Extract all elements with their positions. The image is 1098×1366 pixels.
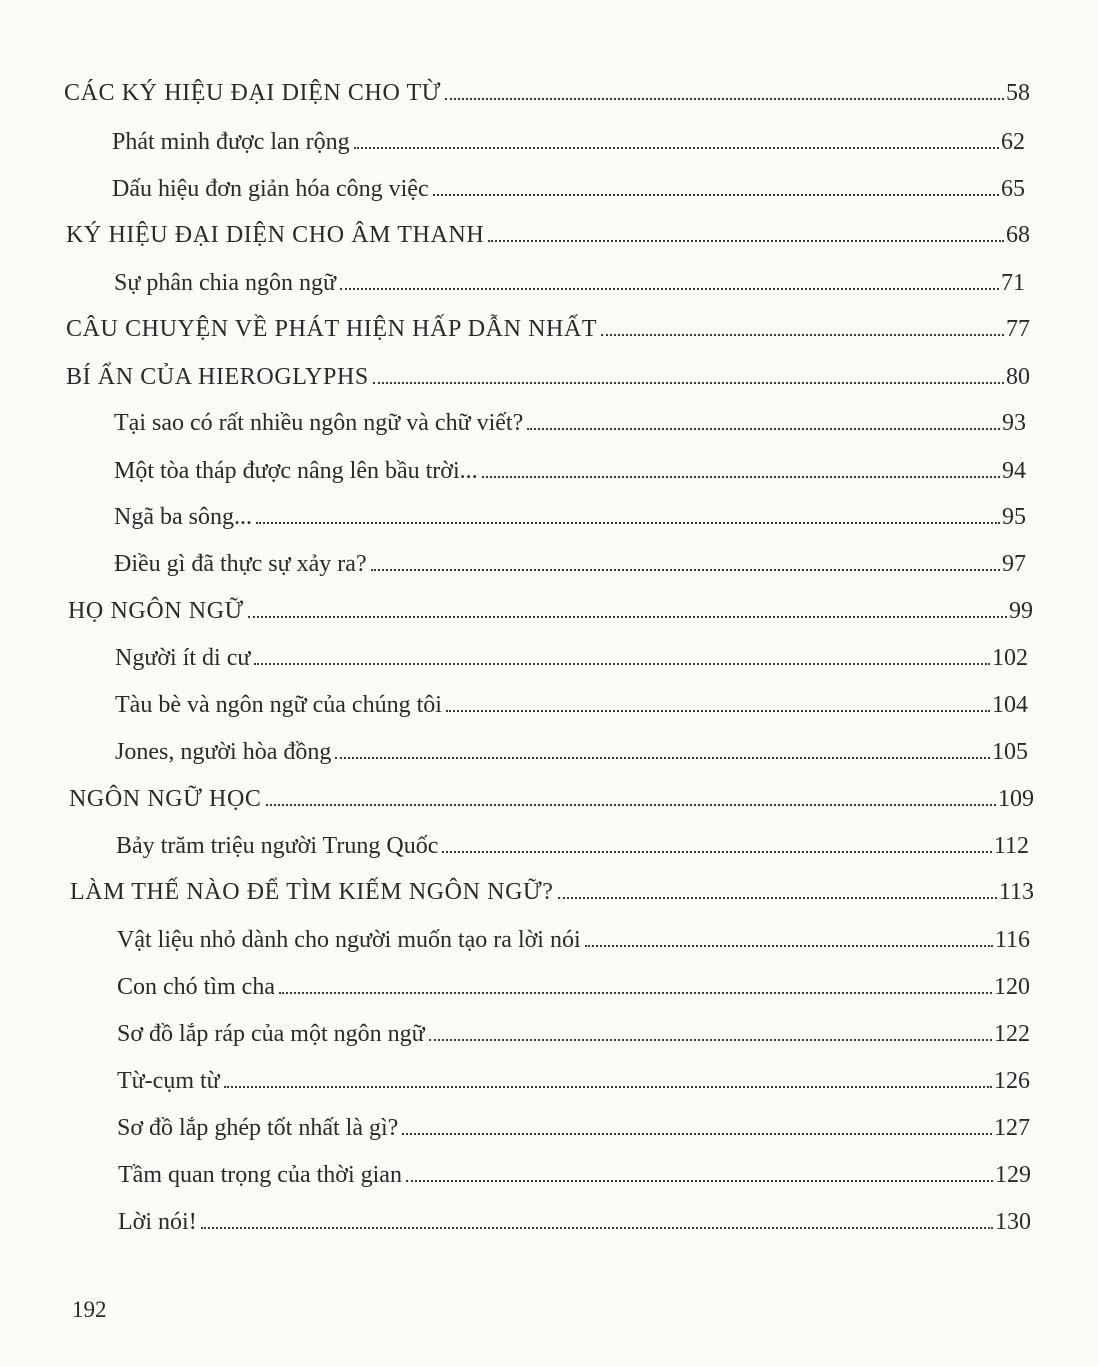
dot-leader: [371, 569, 1000, 571]
toc-entry: [114, 456, 1026, 486]
dot-leader: [482, 476, 1000, 478]
toc-entry-title: Lời nói!: [118, 1209, 197, 1235]
toc-entry-page: 62: [1001, 129, 1025, 155]
toc-entry-title: Con chó tìm cha: [117, 974, 275, 1000]
toc-entry: [114, 268, 1025, 298]
toc-entry: [69, 784, 1034, 814]
dot-leader: [558, 897, 997, 899]
toc-entry-title: LÀM THẾ NÀO ĐỂ TÌM KIẾM NGÔN NGỮ?: [70, 879, 554, 905]
toc-entry-title: Bảy trăm triệu người Trung Quốc: [116, 833, 439, 859]
toc-entry-title: Vật liệu nhỏ dành cho người muốn tạo ra lời nói: [117, 927, 581, 953]
toc-entry: [70, 877, 1034, 907]
toc-entry-page: 80: [1006, 364, 1030, 390]
toc-entry-title: Điều gì đã thực sự xảy ra?: [114, 551, 367, 577]
toc-entry-page: 116: [994, 927, 1030, 953]
toc-entry: [118, 1160, 1031, 1190]
dot-leader: [601, 334, 1004, 336]
toc-entry-page: 65: [1001, 176, 1025, 202]
toc-entry-title: Một tòa tháp được nâng lên bầu trời...: [114, 458, 478, 484]
toc-entry: [117, 1066, 1030, 1096]
dot-leader: [373, 382, 1004, 384]
toc-entry-page: 68: [1006, 222, 1030, 248]
toc-entry-title: Ngã ba sông...: [114, 504, 252, 530]
dot-leader: [266, 804, 997, 806]
toc-entry: [66, 362, 1030, 392]
toc-entry-title: CÁC KÝ HIỆU ĐẠI DIỆN CHO TỪ: [64, 80, 442, 106]
toc-entry-title: Sự phân chia ngôn ngữ: [114, 270, 336, 296]
toc-entry: [112, 174, 1025, 204]
dot-leader: [248, 616, 1007, 618]
toc-entry-title: BÍ ẨN CỦA HIEROGLYPHS: [66, 364, 369, 390]
dot-leader: [201, 1227, 993, 1229]
toc-entry-title: NGÔN NGỮ HỌC: [69, 786, 262, 812]
toc-entry-page: 99: [1009, 598, 1033, 624]
toc-entry-page: 105: [992, 739, 1028, 765]
toc-entry-page: 58: [1006, 80, 1030, 106]
dot-leader: [429, 1039, 992, 1041]
dot-leader: [254, 663, 990, 665]
toc-entry: [114, 502, 1026, 532]
toc-entry: [66, 314, 1030, 344]
toc-entry-page: 77: [1006, 316, 1030, 342]
toc-entry-page: 93: [1002, 410, 1026, 436]
toc-entry-title: Người ít di cư: [115, 645, 251, 671]
toc-entry-title: Sơ đồ lắp ráp của một ngôn ngữ: [117, 1021, 425, 1047]
toc-entry-title: Jones, người hòa đồng: [115, 739, 332, 765]
dot-leader: [335, 757, 990, 759]
toc-entry-page: 97: [1002, 551, 1026, 577]
dot-leader: [406, 1180, 993, 1182]
toc-entry-title: KÝ HIỆU ĐẠI DIỆN CHO ÂM THANH: [66, 222, 485, 248]
dot-leader: [402, 1133, 992, 1135]
toc-entry: [115, 690, 1028, 720]
toc-entry-page: 122: [994, 1021, 1030, 1047]
toc-entry-page: 102: [992, 645, 1028, 671]
dot-leader: [527, 428, 1000, 430]
page-number: 192: [72, 1297, 107, 1322]
toc-entry-page: 127: [994, 1115, 1030, 1141]
toc-entry: [117, 1019, 1030, 1049]
toc-entry-page: 112: [993, 833, 1029, 859]
toc-entry: [116, 831, 1029, 861]
toc-entry-title: Từ-cụm từ: [117, 1068, 220, 1094]
toc-entry-title: Tầm quan trọng của thời gian: [118, 1162, 402, 1188]
toc-entry-title: Sơ đồ lắp ghép tốt nhất là gì?: [117, 1115, 399, 1141]
dot-leader: [488, 240, 1004, 242]
toc-entry-title: HỌ NGÔN NGỮ: [68, 598, 244, 624]
dot-leader: [585, 945, 993, 947]
dot-leader: [445, 98, 1004, 100]
dot-leader: [256, 522, 1000, 524]
toc-entry-page: 130: [995, 1209, 1031, 1235]
toc-entry: [66, 220, 1030, 250]
toc-entry-page: 104: [992, 692, 1028, 718]
toc-entry-page: 94: [1002, 458, 1026, 484]
toc-entry: [117, 1113, 1030, 1143]
dot-leader: [446, 710, 990, 712]
dot-leader: [279, 992, 992, 994]
dot-leader: [340, 288, 999, 290]
toc-entry-page: 71: [1001, 270, 1025, 296]
toc-entry-title: Tại sao có rất nhiều ngôn ngữ và chữ viết?: [114, 410, 524, 436]
toc-entry: [68, 596, 1033, 626]
dot-leader: [433, 194, 999, 196]
toc-entry-page: 95: [1002, 504, 1026, 530]
toc-entry-title: Dấu hiệu đơn giản hóa công việc: [112, 176, 429, 202]
dot-leader: [442, 851, 992, 853]
dot-leader: [354, 147, 999, 149]
toc-entry-page: 120: [994, 974, 1030, 1000]
toc-entry: [115, 643, 1028, 673]
toc-entry: [118, 1207, 1031, 1237]
toc-entry: [114, 549, 1026, 579]
toc-entry-page: 126: [994, 1068, 1030, 1094]
toc-entry: [64, 78, 1030, 108]
toc-entry-title: CÂU CHUYỆN VỀ PHÁT HIỆN HẤP DẪN NHẤT: [66, 316, 598, 342]
toc-entry-title: Tàu bè và ngôn ngữ của chúng tôi: [115, 692, 442, 718]
toc-entry: [117, 925, 1030, 955]
toc-entry: [117, 972, 1030, 1002]
toc-entry-page: 113: [998, 879, 1034, 905]
toc-entry: [112, 127, 1025, 157]
dot-leader: [224, 1086, 992, 1088]
toc-entry-title: Phát minh được lan rộng: [112, 129, 350, 155]
toc-entry: [115, 737, 1028, 767]
toc-entry: [114, 408, 1026, 438]
toc-entry-page: 109: [998, 786, 1034, 812]
toc-entry-page: 129: [995, 1162, 1031, 1188]
